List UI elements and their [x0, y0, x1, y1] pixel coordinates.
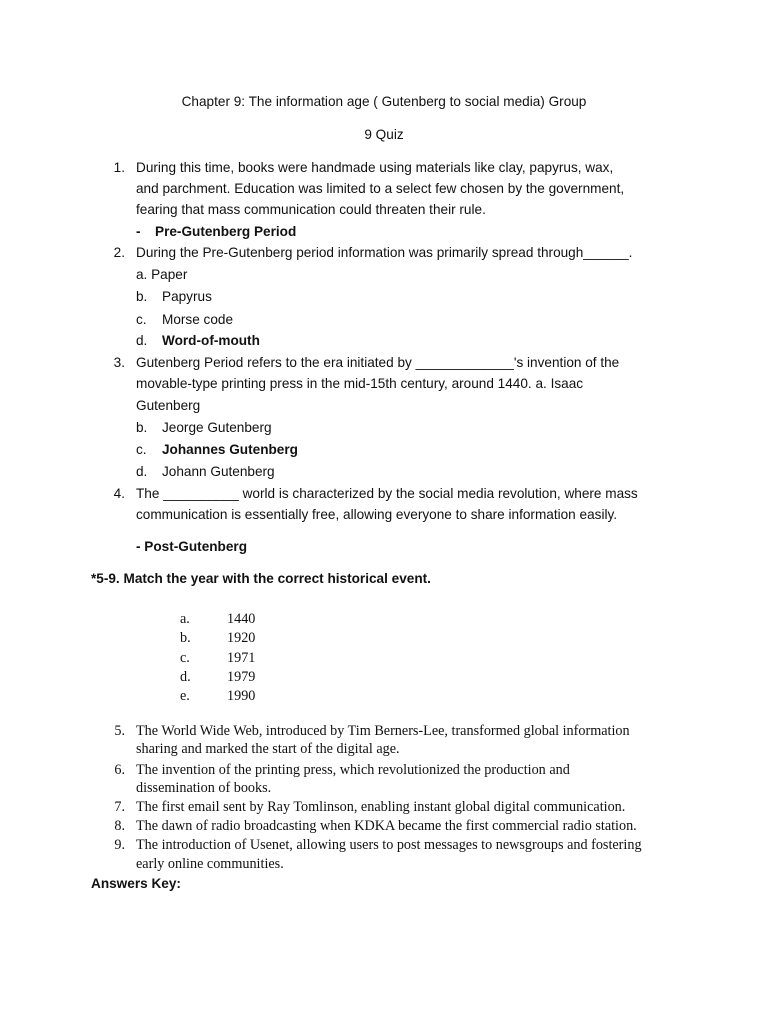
option-text: Papyrus	[162, 289, 212, 304]
question-number: 3.	[113, 355, 125, 370]
event-number: 8.	[114, 818, 125, 834]
year-letter: d.	[180, 669, 191, 685]
answer-dash: -	[136, 224, 141, 239]
year-value: 1920	[227, 630, 256, 646]
option-text: Jeorge Gutenberg	[162, 420, 272, 435]
option-text-correct: Johannes Gutenberg	[162, 442, 298, 457]
question-number: 2.	[113, 245, 125, 260]
option-a: a. Paper	[136, 267, 188, 282]
event-number: 6.	[114, 762, 125, 778]
option-letter: c.	[136, 312, 147, 327]
year-letter: b.	[180, 630, 191, 646]
page-title: Chapter 9: The information age ( Gutenberg to social media) Group	[181, 94, 587, 109]
year-value: 1971	[227, 650, 256, 666]
year-letter: a.	[180, 611, 190, 627]
year-value: 1440	[227, 611, 256, 627]
answers-key-heading: Answers Key:	[91, 876, 181, 891]
question-text-line: During this time, books were handmade using materials like clay, papyrus, wax,	[136, 160, 614, 175]
question-text-line: Gutenberg	[136, 398, 201, 413]
event-text-line: The dawn of radio broadcasting when KDKA became the first commercial radio station.	[136, 818, 637, 834]
question-text-line: The __________ world is characterized by the social media revolution, where mass	[136, 486, 638, 501]
option-letter: c.	[136, 442, 147, 457]
event-text-line: The World Wide Web, introduced by Tim Berners-Lee, transformed global information	[136, 723, 630, 739]
question-text-line: movable-type printing press in the mid-15th century, around 1440. a. Isaac	[136, 376, 584, 391]
answer-text: - Post-Gutenberg	[136, 539, 248, 554]
year-letter: c.	[180, 650, 190, 666]
event-text-line: sharing and marked the start of the digital age.	[136, 741, 400, 757]
option-text: Johann Gutenberg	[162, 464, 275, 479]
event-number: 5.	[114, 723, 125, 739]
year-value: 1990	[227, 688, 256, 704]
option-letter: b.	[136, 420, 148, 435]
event-number: 7.	[114, 799, 125, 815]
page-title-continued: 9 Quiz	[364, 127, 404, 142]
event-text-line: The invention of the printing press, which revolutionized the production and	[136, 762, 570, 778]
question-number: 4.	[113, 486, 125, 501]
event-text-line: early online communities.	[136, 856, 284, 872]
question-text-line: and parchment. Education was limited to a select few chosen by the government,	[136, 181, 625, 196]
option-letter: d.	[136, 333, 148, 348]
event-number: 9.	[114, 837, 125, 853]
year-value: 1979	[227, 669, 256, 685]
option-text: Morse code	[162, 312, 234, 327]
option-letter: b.	[136, 289, 148, 304]
section-heading: *5-9. Match the year with the correct historical event.	[91, 571, 431, 586]
option-letter: d.	[136, 464, 148, 479]
answer-text: Pre-Gutenberg Period	[155, 224, 297, 239]
question-text-line: Gutenberg Period refers to the era initiated by _____________'s invention of the	[136, 355, 620, 370]
event-text-line: The introduction of Usenet, allowing users to post messages to newsgroups and fostering	[136, 837, 642, 853]
question-text-line: During the Pre-Gutenberg period information was primarily spread through______.	[136, 245, 633, 260]
year-letter: e.	[180, 688, 190, 704]
question-number: 1.	[113, 160, 125, 175]
question-text-line: communication is essentially free, allowing everyone to share information easily.	[136, 507, 618, 522]
question-text-line: fearing that mass communication could threaten their rule.	[136, 202, 486, 217]
option-text-correct: Word-of-mouth	[162, 333, 260, 348]
event-text-line: The first email sent by Ray Tomlinson, enabling instant global digital communication.	[136, 799, 626, 815]
event-text-line: dissemination of books.	[136, 780, 272, 796]
